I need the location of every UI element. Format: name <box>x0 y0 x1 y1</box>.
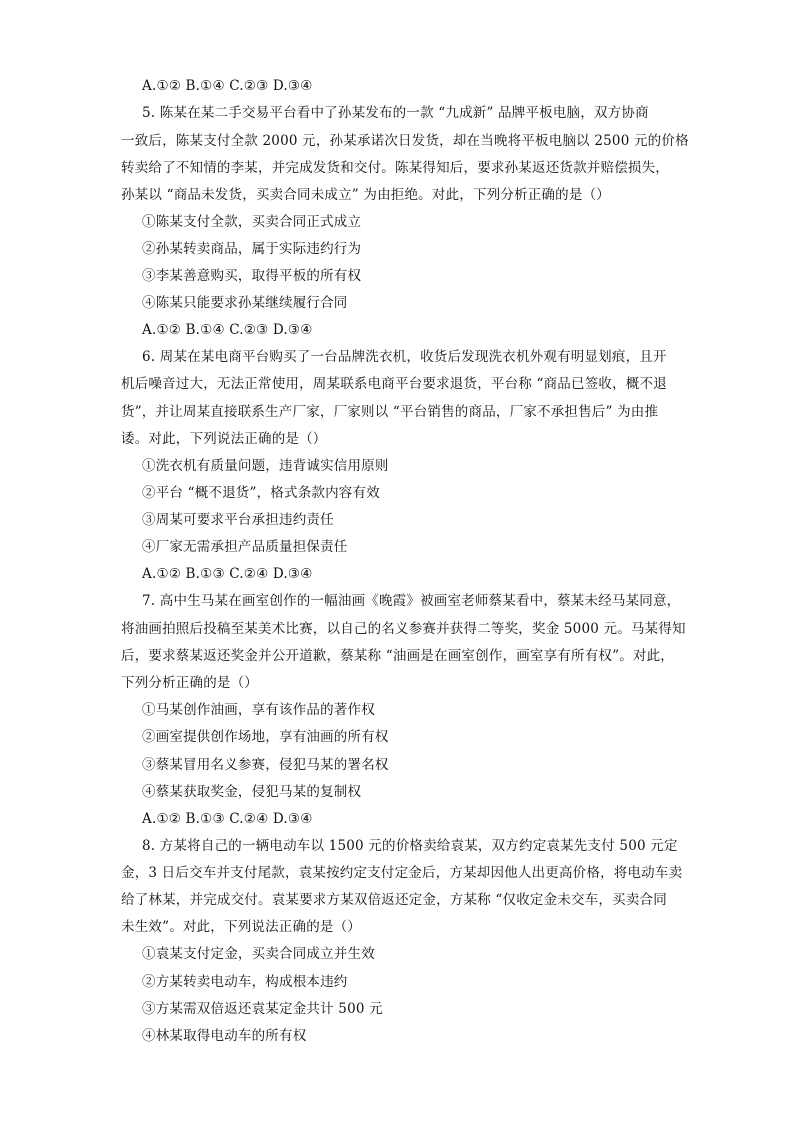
q5-stem-line-4: 孙某以 “商品未发货，买卖合同未成立” 为由拒绝。对此，下列分析正确的是（） <box>121 187 610 203</box>
q5-statement-4: ④陈某只能要求孙某继续履行合同 <box>142 295 348 311</box>
q6-statement-3: ③周某可要求平台承担违约责任 <box>142 512 334 528</box>
q8-stem-line-1: 8. 方某将自己的一辆电动车以 1500 元的价格卖给袁某，双方约定袁某先支付 500 元定 <box>142 838 678 854</box>
q7-statement-2: ②画室提供创作场地，享有油画的所有权 <box>142 729 389 745</box>
q8-statement-1: ①袁某支付定金，买卖合同成立并生效 <box>142 946 375 962</box>
q6-stem-line-2: 机后噪音过大，无法正常使用，周某联系电商平台要求退货，平台称 “商品已签收，概不退 <box>121 376 667 392</box>
q6-answer-options: A.①② B.①③ C.②④ D.③④ <box>142 566 313 582</box>
q6-stem-line-3: 货”，并让周某直接联系生产厂家，厂家则以 “平台销售的商品，厂家不承担售后” 为由推 <box>121 404 659 420</box>
q8-stem-line-3: 给了林某，并完成交付。袁某要求方某双倍返还定金，方某称 “仅收定金未交车，买卖合同 <box>121 892 667 908</box>
q7-stem-line-4: 下列分析正确的是（） <box>121 675 258 691</box>
q6-statement-4: ④厂家无需承担产品质量担保责任 <box>142 539 348 555</box>
q8-statement-2: ②方某转卖电动车，构成根本违约 <box>142 974 348 990</box>
q5-statement-2: ②孙某转卖商品，属于实际违约行为 <box>142 241 362 257</box>
q5-stem-line-3: 转卖给了不知情的李某，并完成发货和交付。陈某得知后，要求孙某返还货款并赔偿损失， <box>121 160 669 176</box>
q5-stem-line-1: 5. 陈某在某二手交易平台看中了孙某发布的一款 “九成新” 品牌平板电脑，双方协商 <box>142 105 649 121</box>
q6-stem-line-1: 6. 周某在某电商平台购买了一台品牌洗衣机，收货后发现洗衣机外观有明显划痕，且开 <box>142 349 667 365</box>
q6-statement-2: ②平台 “概不退货”，格式条款内容有效 <box>142 485 380 501</box>
q8-statement-3: ③方某需双倍返还袁某定金共计 500 元 <box>142 1001 383 1017</box>
q6-statement-1: ①洗衣机有质量问题，违背诚实信用原则 <box>142 458 389 474</box>
q8-stem-line-2: 金，3 日后交车并支付尾款，袁某按约定支付定金后，方某却因他人出更高价格，将电动车卖 <box>121 865 683 881</box>
q5-statement-1: ①陈某支付全款，买卖合同正式成立 <box>142 214 362 230</box>
q7-answer-options: A.①② B.①③ C.②④ D.③④ <box>142 811 313 827</box>
q7-stem-line-1: 7. 高中生马某在画室创作的一幅油画《晚霞》被画室老师蔡某看中，蔡某未经马某同意， <box>142 593 681 609</box>
q7-statement-4: ④蔡某获取奖金，侵犯马某的复制权 <box>142 784 362 800</box>
q5-stem-line-2: 一致后，陈某支付全款 2000 元，孙某承诺次日发货，却在当晚将平板电脑以 2500 元的价格 <box>121 133 689 149</box>
q4-answer-options: A.①② B.①④ C.②③ D.③④ <box>142 78 313 94</box>
q7-statement-3: ③蔡某冒用名义参赛，侵犯马某的署名权 <box>142 757 389 773</box>
q6-stem-line-4: 诿。对此，下列说法正确的是（） <box>121 431 327 447</box>
q5-statement-3: ③李某善意购买，取得平板的所有权 <box>142 268 362 284</box>
q8-stem-line-4: 未生效”。对此，下列说法正确的是（） <box>121 919 362 935</box>
q7-statement-1: ①马某创作油画，享有该作品的著作权 <box>142 702 375 718</box>
q7-stem-line-2: 将油画拍照后投稿至某美术比赛，以自己的名义参赛并获得二等奖，奖金 5000 元。马某得知 <box>121 621 686 637</box>
q7-stem-line-3: 后，要求蔡某返还奖金并公开道歉，蔡某称 “油画是在画室创作，画室享有所有权”。对此， <box>121 648 674 664</box>
q8-statement-4: ④林某取得电动车的所有权 <box>142 1028 307 1044</box>
q5-answer-options: A.①② B.①④ C.②③ D.③④ <box>142 322 313 338</box>
